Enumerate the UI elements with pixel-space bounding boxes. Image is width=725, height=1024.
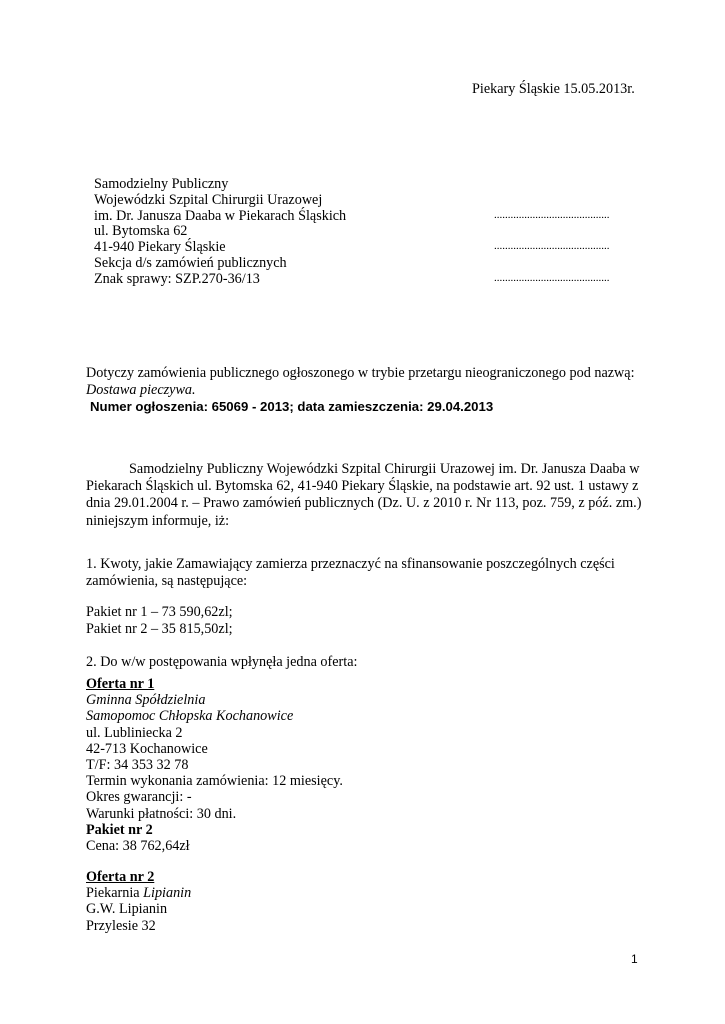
addressee-line: ul. Bytomska 62 — [94, 223, 188, 240]
intro-paragraph — [86, 461, 642, 530]
recipient-placeholder: .......................................... — [494, 209, 610, 221]
offer-name — [86, 885, 191, 901]
point-1-line: 1. Kwoty, jakie Zamawiający zamierza przeznaczyć na sfinansowanie poszczególnych części — [86, 556, 615, 572]
addressee-line: 41-940 Piekary Śląskie — [94, 239, 226, 256]
offer-street: ul. Lubliniecka 2 — [86, 724, 183, 741]
offer-payment: Warunki płatności: 30 dni. — [86, 805, 237, 822]
place-date: Piekary Śląskie 15.05.2013r. — [472, 81, 635, 97]
point-2: 2. Do w/w postępowania wpłynęła jedna oferta: — [86, 654, 358, 670]
offer-phone: T/F: 34 353 32 78 — [86, 757, 189, 774]
offer-name-prefix: Piekarnia — [86, 885, 144, 902]
page-number: 1 — [631, 952, 638, 966]
addressee-block — [94, 177, 346, 288]
intro-line: dnia 29.01.2004 r. – Prawo zamówień publicznych (Dz. U. z 2010 r. Nr 113, poz. 759, z póź. zm.) — [86, 495, 642, 512]
addressee-line: Samodzielny Publiczny — [94, 176, 229, 192]
offer-title: Oferta nr 1 — [86, 676, 155, 692]
offer-term: Termin wykonania zamówienia: 12 miesięcy. — [86, 773, 343, 790]
intro-line: Samodzielny Publiczny Wojewódzki Szpital Chirurgii Urazowej im. Dr. Janusza Daaba w — [129, 461, 640, 477]
addressee-line: Sekcja d/s zamówień publicznych — [94, 254, 287, 271]
offer-city: 42-713 Kochanowice — [86, 740, 208, 757]
recipient-placeholder: .......................................... — [494, 240, 610, 252]
notice-number: Numer ogłoszenia: 65069 - 2013; data zamieszczenia: 29.04.2013 — [90, 399, 494, 414]
point-1 — [86, 556, 615, 590]
intro-line: Piekarach Śląskich ul. Bytomska 62, 41-940 Piekary Śląskie, na podstawie art. 92 ust. 1 ustawy z — [86, 478, 639, 495]
subject-name: Dostawa pieczywa. — [86, 382, 196, 398]
addressee-line: im. Dr. Janusza Daaba w Piekarach Śląskich — [94, 207, 347, 224]
offer-owner: G.W. Lipianin — [86, 901, 168, 918]
case-number: Znak sprawy: SZP.270-36/13 — [94, 270, 260, 287]
offer-title: Oferta nr 2 — [86, 869, 155, 885]
offer-street: Przylesie 32 — [86, 917, 156, 934]
package-amount: Pakiet nr 1 – 73 590,62zl; — [86, 604, 233, 620]
offer-1 — [86, 676, 343, 854]
addressee-line: Wojewódzki Szpital Chirurgii Urazowej — [94, 191, 323, 208]
offer-2 — [86, 869, 191, 934]
offer-name: Samopomoc Chłopska Kochanowice — [86, 708, 294, 725]
offer-price: Cena: 38 762,64zł — [86, 838, 190, 855]
intro-line: niniejszym informuje, iż: — [86, 512, 230, 529]
offer-name-italic: Lipianin — [143, 885, 192, 902]
point-1-line: zamówienia, są następujące: — [86, 573, 248, 590]
package-amount: Pakiet nr 2 – 35 815,50zl; — [86, 620, 233, 637]
offer-warranty: Okres gwarancji: - — [86, 789, 192, 806]
offer-name: Gminna Spółdzielnia — [86, 692, 206, 709]
package-amounts — [86, 604, 233, 637]
recipient-placeholder: .......................................... — [494, 272, 610, 284]
offer-package: Pakiet nr 2 — [86, 821, 153, 838]
subject-intro: Dotyczy zamówienia publicznego ogłoszonego w trybie przetargu nieograniczonego pod nazwą: — [86, 365, 635, 381]
